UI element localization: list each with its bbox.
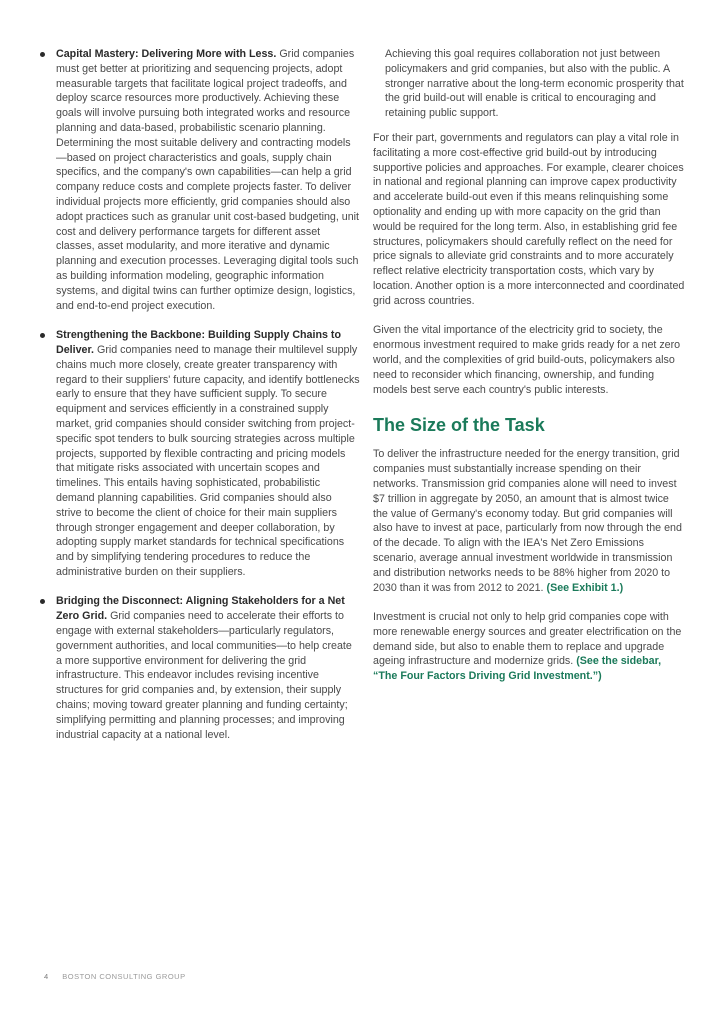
bullet-text: Grid companies must get better at prioritizing and sequencing projects, adopt measurable targets that facilitate logical project tradeoffs, and deploy scarce resources more productively. Achieving these goals will involve pursuing both integrated works and resource planning and data-based, probabilistic scenario planning. Determining the most suitable delivery and contracting models—based on project characteristics and goals, supply chain specifics, and the company's own capabilities—can help a grid company reduce costs and complete projects faster. To deliver individual projects more efficiently, grid companies should also adopt practices such as granular unit cost-based budgeting, unit cost and delivery performance targets for different asset classes, asset modularity, and more iterative and dynamic planning and execution processes. Leveraging digital tools such as building information modeling, geographic information systems, and digital twins can further optimize design, logistics, and end-to-end project execution.: [56, 48, 360, 312]
bullet-strengthening-backbone: [38, 328, 360, 580]
bullet-capital-mastery: [38, 47, 360, 313]
bullet-text: Grid companies need to accelerate their efforts to engage with external stakeholders—particularly regulators, government authorities, and local communities—to help create a more supportive environment for delivering the grid infrastructure. This endeavor includes revising incentive structures for grid companies and, by extension, their supply chains; moving toward greater planning and funding certainty; simplifying permitting and planning processes; and improving industrial capacity at a national level.: [56, 610, 352, 741]
bullet-lead: Capital Mastery: Delivering More with Less.: [56, 48, 277, 60]
bullet-continuation: Achieving this goal requires collaboration not just between policymakers and grid companies, but also with the public. A stronger narrative about the long-term economic prosperity that the grid build-out will enable is critical to encouraging and retaining public support.: [385, 48, 684, 120]
bullet-text: Grid companies need to manage their multilevel supply chains much more closely, create greater transparency with regard to their suppliers' future capacity, and identify bottlenecks early to ensure that they have sufficient supply. To secure equipment and services efficiently in a constrained supply market, grid companies should consider switching from project-specific spot tenders to bulk sourcing strategies across multiple projects, supported by flexible contracting and pricing models that mitigate risks associated with uncertain scopes and timelines. This entails having sophisticated, probabilistic demand planning capabilities. Grid companies should also strive to become the client of choice for their main suppliers through stronger engagement and deeper collaboration, by adopting supply market standards for technical specifications and by simplifying tendering procedures to reduce the administrative burden on their suppliers.: [56, 343, 360, 578]
bullet-dot-icon: [40, 52, 45, 57]
bullet-lead: Strengthening the Backbone: Building Supply Chains to Deliver.: [56, 329, 342, 356]
right-column: [373, 47, 685, 699]
paragraph-governments: For their part, governments and regulators can play a vital role in facilitating a more cost-effective grid build-out by introducing supportive policies and approaches. For example, clearer choices in national and regional planning can improve capex productivity and accelerate build-out even if this means relinquishing some optionality and ending up with more capacity on the grid than would be required for the long term. Also, in establishing grid fee structures, policymakers should carefully reflect on the need for price signals to alleviate grid constraints and to more accurately reflect relative electricity transportation costs, which vary by location. Another option is a more interconnected and coordinated grid across countries.: [373, 131, 685, 307]
bullet-lead: Bridging the Disconnect: Aligning Stakeholders for a Net Zero Grid.: [56, 595, 345, 623]
exhibit-link[interactable]: (See Exhibit 1.): [546, 581, 624, 594]
left-column: [38, 47, 360, 757]
paragraph-vital-importance: Given the vital importance of the electricity grid to society, the enormous investment required to make grids ready for a net zero world, and the complexities of grid build-outs, policymakers also need to reconsider which financing, ownership, and funding models best serve each country's public interests.: [373, 324, 681, 396]
sidebar-link[interactable]: (See the sidebar, “The Four Factors Driving Grid Investment.”): [373, 655, 662, 683]
paragraph-investment: [373, 610, 685, 684]
bullet-dot-icon: [40, 599, 45, 604]
bullet-bridging-disconnect: [38, 594, 360, 742]
paragraph-infrastructure: [373, 447, 685, 595]
bullet-dot-icon: [40, 333, 45, 338]
page-footer: [44, 972, 186, 981]
section-heading: The Size of the Task: [373, 415, 545, 436]
page-number: 4: [44, 972, 49, 981]
publisher-name: BOSTON CONSULTING GROUP: [62, 972, 186, 981]
paragraph-text: Investment is crucial not only to help grid companies cope with more renewable energy sources and greater electrification on the demand side, but also to enable them to replace and upgrade ageing infrastructure and modernize grids.: [373, 611, 682, 668]
paragraph-text: To deliver the infrastructure needed for the energy transition, grid companies must substantially increase spending on their networks. Transmission grid companies alone will need to invest $7 trillion in aggregate by 2050, an amount that is almost twice the value of Germany's economy today. But grid companies will also have to invest at pace, particularly from now through the end of the decade. To align with the IEA's Net Zero Emissions scenario, average annual investment worldwide in transmission and distribution networks needs to be 88% higher from 2020 to 2030 than it was from 2012 to 2021.: [373, 448, 682, 594]
